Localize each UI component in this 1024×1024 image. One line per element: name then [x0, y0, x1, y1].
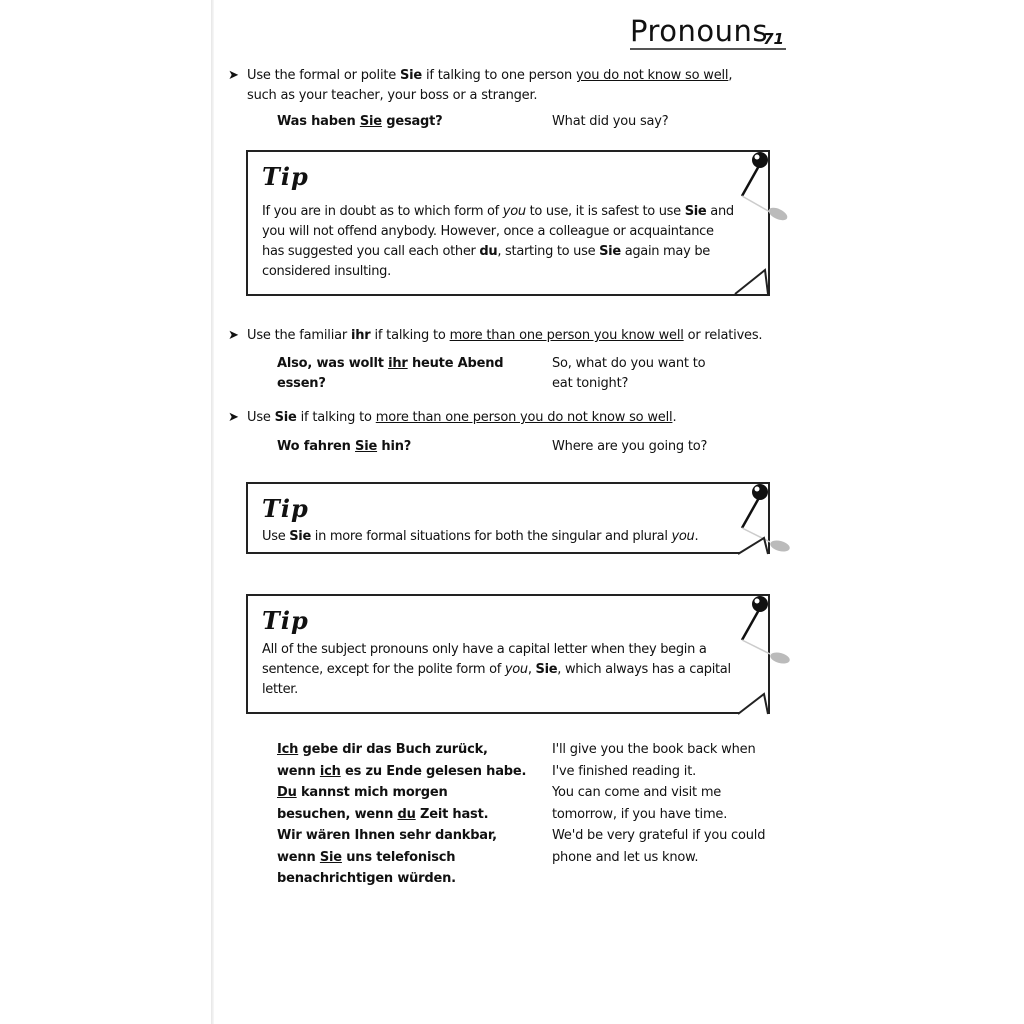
example-german — [277, 112, 443, 132]
text-run: you — [671, 529, 695, 544]
bullet-line — [247, 326, 787, 346]
text-run: . — [694, 529, 699, 544]
text-run: again may be — [620, 244, 710, 259]
example-line: I've finished reading it. — [552, 763, 697, 779]
text-run: , starting to use — [497, 244, 600, 259]
text-run: All of the subject pronouns only have a capital letter when they begin a — [262, 642, 707, 657]
example-german — [277, 354, 503, 394]
text-run: besuchen, wenn — [277, 806, 398, 822]
example-line: You can come and visit me — [552, 785, 722, 800]
text-run: , — [728, 68, 733, 83]
final-examples-english — [552, 739, 765, 868]
text-run: sentence, except for the polite form of — [262, 662, 505, 677]
text-run: ihr — [388, 356, 408, 371]
text-run: gesagt? — [381, 114, 443, 129]
arrow-bullet-icon: ➤ — [228, 328, 239, 343]
text-run: has suggested you call each other — [262, 244, 480, 259]
example-english — [552, 112, 669, 132]
example-line — [277, 782, 526, 804]
text-run: es zu Ende gelesen habe. — [340, 763, 527, 779]
tip-title: Tip — [262, 162, 309, 191]
example-line — [277, 112, 443, 132]
text-run: Wo fahren — [277, 439, 356, 454]
push-pin-icon — [720, 146, 800, 306]
tip-line — [262, 222, 760, 242]
text-run: du — [397, 806, 416, 822]
text-run: if talking to — [370, 328, 450, 343]
text-run: Use the familiar — [247, 328, 351, 343]
tip-title: Tip — [262, 494, 309, 523]
example-line — [277, 847, 526, 869]
example-german — [277, 437, 411, 457]
text-run: you do not know so well — [575, 68, 729, 83]
tip-box — [246, 150, 770, 296]
tip-line — [262, 680, 760, 700]
tip-line — [262, 640, 760, 660]
text-run: benachrichtigen würden. — [277, 871, 456, 886]
tip-line — [262, 242, 760, 262]
example-line: tomorrow, if you have time. — [552, 806, 728, 822]
bullet-line — [247, 66, 787, 86]
example-line: eat tonight? — [552, 376, 629, 391]
push-pin-icon — [720, 478, 800, 558]
text-run: more than one person you do not know so well — [375, 410, 673, 425]
text-run: Use — [262, 529, 290, 544]
text-run: Du — [277, 785, 297, 800]
example-line — [277, 761, 526, 783]
bullet-line — [247, 408, 787, 428]
text-run: gebe dir das Buch zurück, — [298, 742, 488, 757]
text-run: essen? — [277, 376, 326, 391]
text-run: Zeit hast. — [415, 806, 489, 822]
tip-body — [262, 640, 760, 700]
example-line: So, what do you want to — [552, 356, 706, 371]
bullet-formal-sie — [228, 66, 787, 106]
text-run: uns telefonisch — [341, 849, 456, 865]
page-edge — [211, 0, 214, 1024]
text-run: in more formal situations for both the singular and plural — [310, 529, 672, 544]
example-line — [277, 868, 526, 890]
bullet-plural-sie — [228, 408, 787, 428]
text-run: If you are in doubt as to which form of — [262, 204, 503, 219]
tip-line — [262, 527, 760, 547]
text-run: ihr — [350, 328, 371, 343]
text-run: Ich — [277, 742, 299, 757]
text-run: Was haben — [277, 114, 360, 129]
text-run: you will not offend anybody. However, once a colleague or acquaintance — [262, 224, 714, 239]
example-line: Where are you going to? — [552, 439, 708, 454]
text-run: Sie — [684, 204, 707, 219]
text-run: more than one person you know well — [449, 328, 684, 343]
tip-box — [246, 594, 770, 714]
final-examples-german — [277, 739, 526, 890]
bullet-line — [247, 86, 787, 106]
tip-line — [262, 262, 760, 282]
example-line — [277, 825, 526, 847]
page-number: 71 — [763, 30, 784, 48]
page-gutter — [0, 0, 212, 1024]
example-line — [277, 739, 526, 761]
tip-box — [246, 482, 770, 554]
page-title: Pronouns — [630, 14, 768, 48]
example-line — [277, 354, 503, 374]
text-run: wenn — [277, 849, 320, 865]
text-run: . — [672, 410, 677, 425]
text-run: and — [706, 204, 734, 219]
tip-body — [262, 527, 760, 547]
text-run: Sie — [319, 849, 342, 865]
text-run: ich — [319, 763, 341, 779]
text-run: Wir wären Ihnen sehr dankbar, — [277, 828, 497, 843]
text-run: Sie — [274, 410, 297, 425]
text-run: Sie — [400, 68, 423, 83]
text-run: Also, was wollt — [277, 356, 389, 371]
page-header — [630, 14, 786, 50]
text-run: considered insulting. — [262, 264, 391, 279]
text-run: du — [479, 244, 498, 259]
text-run: , — [527, 662, 536, 677]
bullet-familiar-ihr — [228, 326, 787, 346]
arrow-bullet-icon: ➤ — [228, 410, 239, 425]
example-line — [277, 437, 411, 457]
push-pin-icon — [720, 590, 800, 718]
text-run: Sie — [355, 439, 378, 454]
text-run: you — [502, 204, 526, 219]
text-run: Sie — [535, 662, 558, 677]
text-run: to use, it is safest to use — [525, 204, 685, 219]
text-run: heute Abend — [407, 356, 504, 371]
text-run: if talking to — [296, 410, 376, 425]
text-run: Sie — [599, 244, 621, 259]
tip-line — [262, 202, 760, 222]
text-run: , which always has a capital — [557, 662, 731, 677]
text-run: kannst mich morgen — [296, 785, 448, 800]
example-line — [277, 804, 526, 826]
tip-title: Tip — [262, 606, 309, 635]
tip-body — [262, 202, 760, 282]
text-run: hin? — [377, 439, 412, 454]
text-run: Sie — [289, 529, 311, 544]
example-line — [277, 374, 503, 394]
text-run: wenn — [277, 763, 320, 779]
text-run: or relatives. — [683, 328, 763, 343]
example-line: We'd be very grateful if you could — [552, 828, 766, 843]
example-line: What did you say? — [552, 114, 669, 129]
example-line: phone and let us know. — [552, 849, 699, 865]
arrow-bullet-icon: ➤ — [228, 68, 239, 83]
example-english — [552, 354, 705, 394]
text-run: such as your teacher, your boss or a stranger. — [247, 88, 538, 103]
example-english — [552, 437, 707, 457]
text-run: if talking to one person — [422, 68, 576, 83]
text-run: Use the formal or polite — [247, 68, 400, 83]
text-run: letter. — [262, 682, 298, 697]
text-run: you — [504, 662, 528, 677]
example-line: I'll give you the book back when — [552, 742, 756, 757]
text-run: Sie — [359, 114, 382, 129]
text-run: Use — [247, 410, 275, 425]
tip-line — [262, 660, 760, 680]
